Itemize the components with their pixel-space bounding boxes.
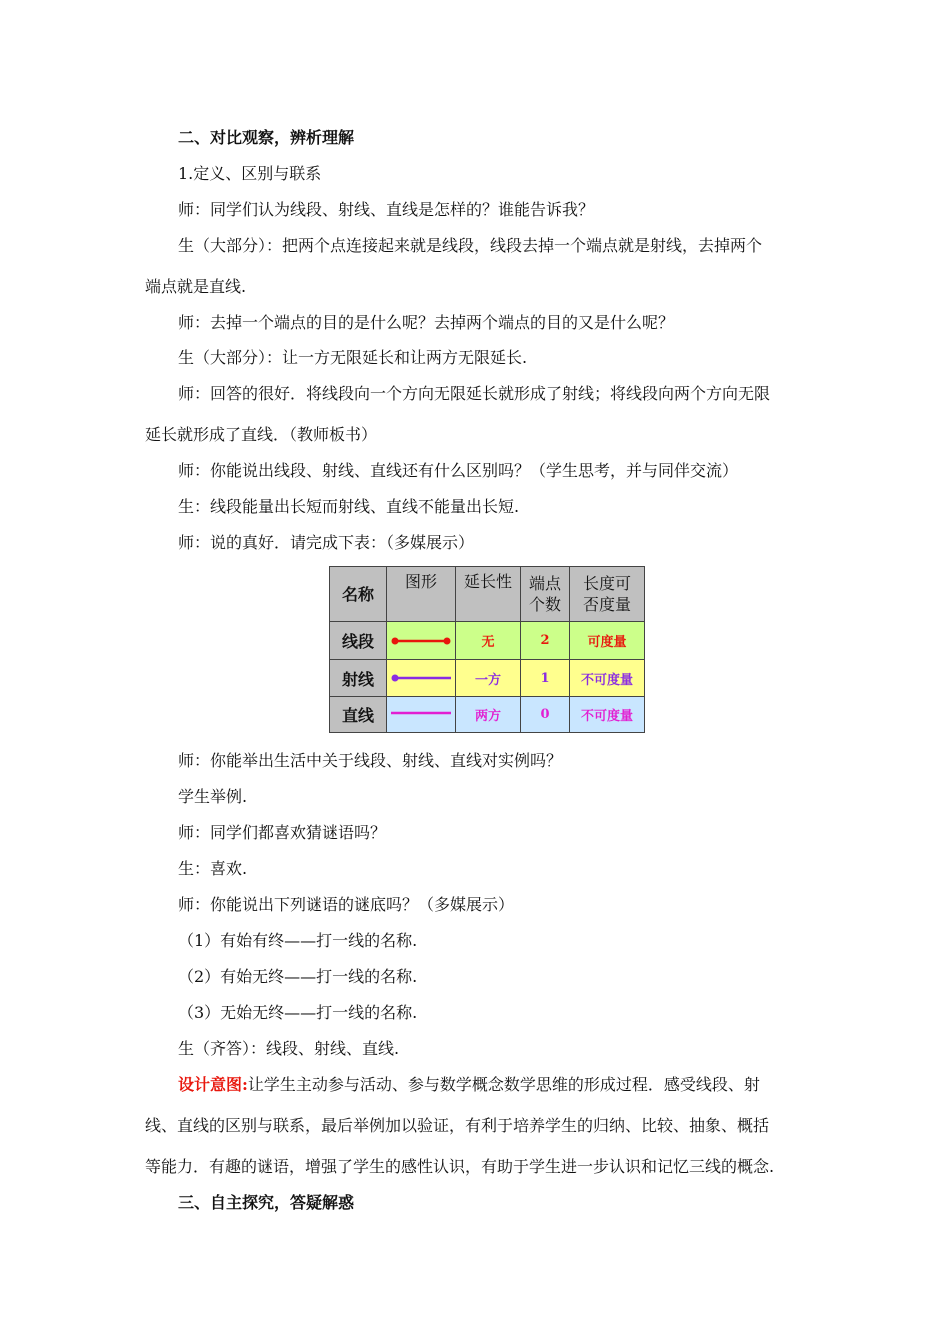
header-name: 名称 — [330, 567, 387, 622]
design-intent-label: 设计意图: — [178, 1075, 248, 1094]
design-intent-line-b: 线、直线的区别与联系，最后举例加以验证，有利于培养学生的归纳、比较、抽象、概括 — [145, 1116, 770, 1135]
row-points: 2 — [521, 622, 570, 660]
segment-icon — [387, 622, 456, 660]
student-line-8: 生（齐答）：线段、射线、直线. — [178, 1039, 400, 1058]
row-measure: 不可度量 — [570, 697, 645, 733]
student-line-6: 学生举例. — [178, 787, 248, 806]
teacher-line-1: 师：同学们认为线段、射线、直线是怎样的？谁能告诉我？ — [178, 200, 595, 219]
comparison-table — [329, 566, 645, 733]
student-line-1b: 端点就是直线. — [145, 277, 247, 296]
student-line-4: 生：线段能量出长短而射线、直线不能量出长短. — [178, 497, 520, 516]
row-points: 1 — [521, 660, 570, 697]
teacher-line-7: 师：同学们都喜欢猜谜语吗？ — [178, 823, 387, 842]
table-row — [330, 697, 645, 733]
teacher-line-8: 师：你能说出下列谜语的谜底吗？（多媒展示） — [178, 895, 515, 914]
row-measure: 不可度量 — [570, 660, 645, 697]
row-points: 0 — [521, 697, 570, 733]
row-measure: 可度量 — [570, 622, 645, 660]
header-figure: 图形 — [387, 567, 456, 622]
student-line-1a: 生（大部分）：把两个点连接起来就是线段，线段去掉一个端点就是射线，去掉两个 — [178, 236, 763, 255]
row-extend: 一方 — [456, 660, 521, 697]
section-heading-3: 三、自主探究，答疑解惑 — [178, 1193, 355, 1212]
table-row — [330, 660, 645, 697]
header-endpoints: 端点 个数 — [521, 567, 570, 622]
header-measurable: 长度可 否度量 — [570, 567, 645, 622]
row-extend: 两方 — [456, 697, 521, 733]
teacher-line-2: 师：去掉一个端点的目的是什么呢？去掉两个端点的目的又是什么呢？ — [178, 313, 675, 332]
student-line-2: 生（大部分）：让一方无限延长和让两方无限延长. — [178, 348, 528, 367]
row-name: 直线 — [330, 697, 387, 733]
table-header-row — [330, 567, 645, 622]
teacher-line-6: 师：你能举出生活中关于线段、射线、直线对实例吗？ — [178, 751, 563, 770]
riddle-2: （2）有始无终——打一线的名称. — [178, 967, 418, 986]
teacher-line-5: 师：说的真好．请完成下表：（多媒展示） — [178, 533, 475, 552]
riddle-3: （3）无始无终——打一线的名称. — [178, 1003, 418, 1022]
design-intent-line-a: 设计意图:让学生主动参与活动、参与数学概念数学思维的形成过程．感受线段、射 — [178, 1075, 760, 1094]
teacher-line-4: 师：你能说出线段、射线、直线还有什么区别吗？（学生思考，并与同伴交流） — [178, 461, 739, 480]
teacher-line-3a: 师：回答的很好．将线段向一个方向无限延长就形成了射线；将线段向两个方向无限 — [178, 384, 771, 403]
subheading-definition: 1.定义、区别与联系 — [178, 164, 322, 183]
student-line-7: 生：喜欢. — [178, 859, 248, 878]
teacher-line-3b: 延长就形成了直线．（教师板书） — [145, 425, 378, 444]
row-extend: 无 — [456, 622, 521, 660]
row-name: 射线 — [330, 660, 387, 697]
line-icon — [387, 697, 456, 733]
design-intent-line-c: 等能力．有趣的谜语，增强了学生的感性认识，有助于学生进一步认识和记忆三线的概念. — [145, 1157, 775, 1176]
riddle-1: （1）有始有终——打一线的名称. — [178, 931, 418, 950]
header-extension: 延长性 — [456, 567, 521, 622]
ray-icon — [387, 660, 456, 697]
section-heading-2: 二、对比观察，辨析理解 — [178, 128, 355, 147]
table-row — [330, 622, 645, 660]
row-name: 线段 — [330, 622, 387, 660]
